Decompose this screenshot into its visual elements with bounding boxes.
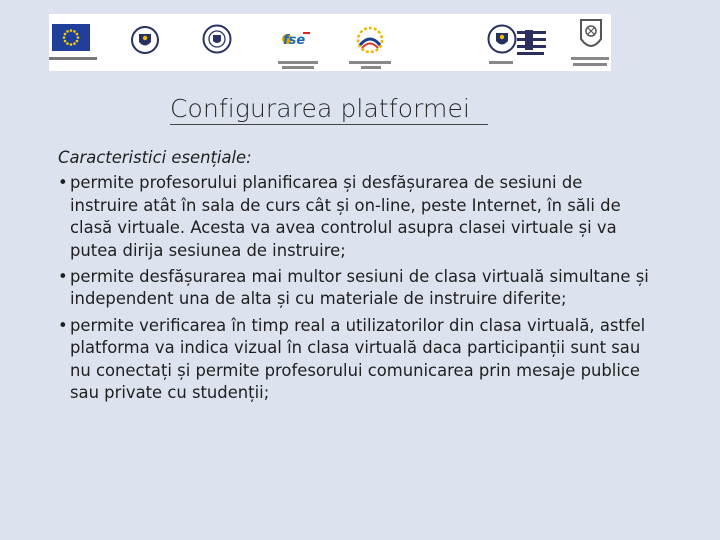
title-underline xyxy=(170,124,488,125)
slide-content xyxy=(58,147,708,408)
fse-logo-caption-2 xyxy=(282,66,314,69)
bullet-text-line: permite verificarea în timp real a utilizatorilor din clasa virtuală, astfel xyxy=(70,315,646,335)
bullet-icon: • xyxy=(58,267,68,287)
bullet-text-line: platforma va indica vizual în clasa virtuală daca participanții sunt sau xyxy=(70,338,641,358)
instrumente-structurale-logo xyxy=(352,25,388,59)
bullet-text-line: permite profesorului planificarea și desfășurarea de sesiuni de xyxy=(70,173,583,193)
list-item xyxy=(58,172,708,262)
features-list xyxy=(58,172,708,404)
bullet-text-line: instruire atât în sala de curs cât și on-line, peste Internet, în săli de xyxy=(70,195,621,215)
eu-logo-caption xyxy=(49,57,97,60)
bullet-text-line: clasă virtuale. Acesta va avea controlul asupra clasei virtuale și va xyxy=(70,218,617,238)
instrumente-caption-1 xyxy=(349,61,391,64)
bullet-text-line: sau private cu studenții; xyxy=(70,383,270,403)
fse-logo-caption-1 xyxy=(278,61,318,64)
list-item xyxy=(58,315,708,405)
coat-of-arms-2-caption xyxy=(489,61,513,64)
section-subtitle: Caracteristici esențiale: xyxy=(58,148,252,167)
ministerul-line-4 xyxy=(517,52,544,55)
bullet-text-line: putea dirija sesiunea de instruire; xyxy=(70,240,346,260)
list-item xyxy=(58,266,708,311)
ministry-seal-logo xyxy=(202,24,232,58)
university-crest-logo xyxy=(578,17,604,59)
fse-logo xyxy=(279,27,313,57)
bullet-text-line: permite desfășurarea mai multor sesiuni de clasa virtuală simultane și xyxy=(70,267,649,287)
university-caption-2 xyxy=(573,63,607,66)
instrumente-caption-2 xyxy=(361,66,381,69)
slide-title: Configurarea platformei xyxy=(170,94,471,123)
university-caption-1 xyxy=(571,57,609,60)
bullet-icon: • xyxy=(58,315,68,335)
romanian-coat-of-arms-logo-2 xyxy=(487,24,517,58)
bullet-icon: • xyxy=(58,173,68,193)
logo-banner xyxy=(49,14,611,71)
eu-flag-logo xyxy=(52,24,90,51)
svg-text:fse: fse xyxy=(283,33,306,48)
ministerul-line-3 xyxy=(517,45,546,48)
romanian-coat-of-arms-logo-1 xyxy=(129,26,161,58)
bullet-text-line: nu conectați și permite profesorului comunicarea prin mesaje publice xyxy=(70,360,641,380)
ministerul-line-1 xyxy=(517,31,546,34)
bullet-text-line: independent una de alta și cu materiale de instruire diferite; xyxy=(70,289,567,309)
ministerul-line-2 xyxy=(517,38,546,41)
